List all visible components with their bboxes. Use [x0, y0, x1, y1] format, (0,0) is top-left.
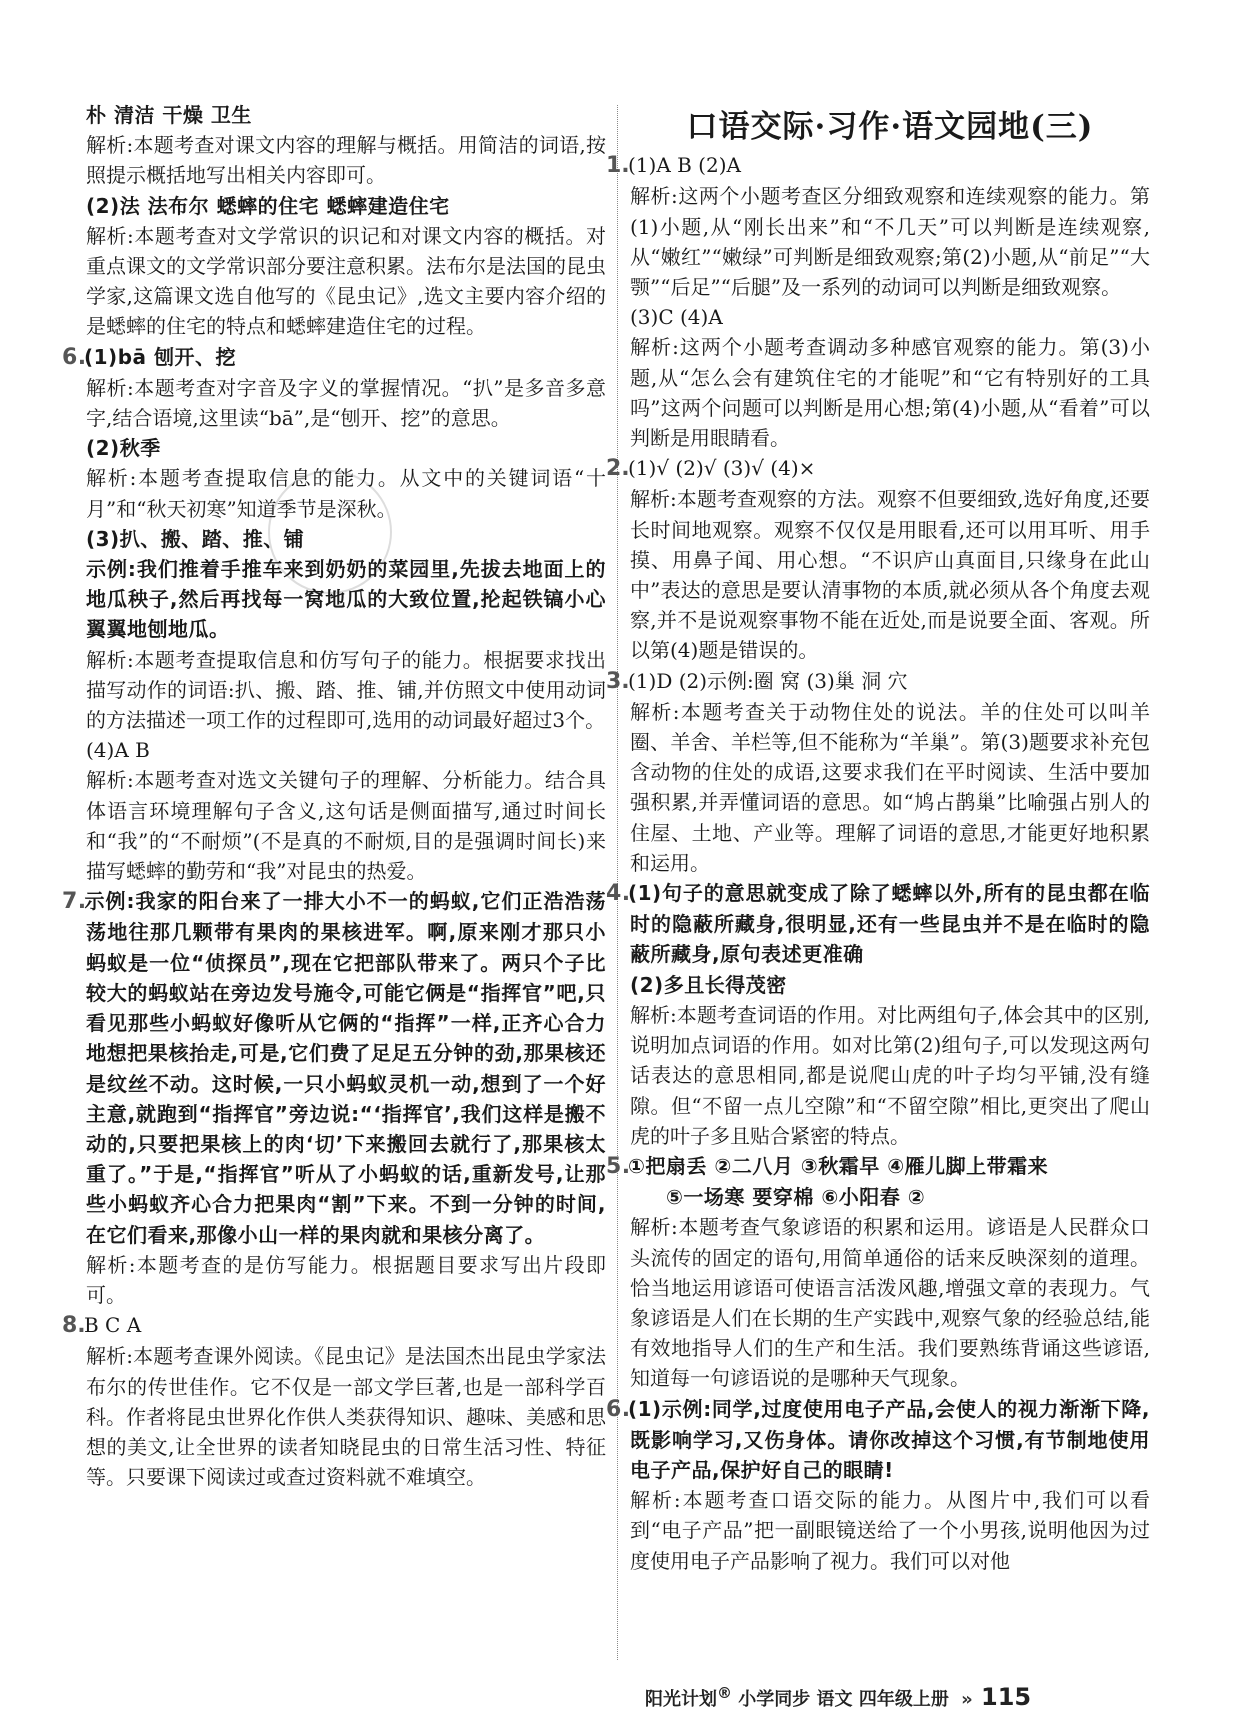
answer-line: (2)多且长得茂密	[630, 972, 787, 997]
answer-line: (1)A B (2)A	[628, 153, 741, 178]
series-info: 小学同步 语文 四年级上册	[738, 1689, 949, 1710]
question-number: 5.	[606, 1153, 631, 1179]
answer-line: ⑤一场寒 要穿棉 ⑥小阳春 ②	[666, 1185, 926, 1210]
analysis-text: 解析:本题考查对选文关键句子的理解、分析能力。结合具体语言环境理解句子含义,这句话是侧面描写,通过时间长和“我”的“不耐烦”(不是真的不耐烦,目的是强调时间长)来描写蟋蟀的勤劳和“我”对昆虫的热爱。	[86, 768, 606, 884]
analysis-text: 解析:本题考查观察的方法。观察不但要细致,选好角度,还要长时间地观察。观察不仅仅是用眼看,还可以用耳听、用手摸、用鼻子闻、用心想。“不识庐山真面目,只缘身在此山中”表达的意思是要认清事物的本质,就必须从各个角度去观察,并不是说观察事物不能在近处,而是说要全面、客观。所以第(4)题是错误的。	[630, 487, 1150, 663]
analysis-text: 解析:本题考查词语的作用。对比两组句子,体会其中的区别,说明加点词语的作用。如对比第(2)组句子,可以发现这两句话表达的意思相同,都是说爬山虎的叶子均匀平铺,没有缝隙。但“不留一点儿空隙”和“不留空隙”相比,更突出了爬山虎的叶子多且贴合紧密的特点。	[630, 1002, 1150, 1148]
question-number: 7.	[62, 889, 87, 915]
analysis-text: 解析:本题考查口语交际的能力。从图片中,我们可以看到“电子产品”把一副眼镜送给了一个小男孩,说明他因为过度使用电子产品影响了视力。我们可以对他	[630, 1488, 1150, 1573]
section-title: 口语交际·习作·语文园地(三)	[686, 109, 1094, 145]
registered-mark: ®	[717, 1684, 732, 1702]
analysis-text: 解析:本题考查关于动物住处的说法。羊的住处可以叫羊圈、羊舍、羊栏等,但不能称为“羊巢”。第(3)题要求补充包含动物的住处的成语,这要求我们在平时阅读、生活中要加强积累,并弄懂词语的意思。如“鸠占鹊巢”比喻强占别人的住屋、土地、产业等。理解了词语的意思,才能更好地积累和运用。	[630, 699, 1150, 875]
analysis-text: 解析:本题考查对文学常识的识记和对课文内容的概括。对重点课文的文学常识部分要注意积累。法布尔是法国的昆虫学家,这篇课文选自他写的《昆虫记》,选文主要内容介绍的是蟋蟀的住宅的特点和蟋蟀建造住宅的过程。	[86, 223, 606, 339]
answer-line: (2)秋季	[86, 436, 161, 461]
page-number: 115	[981, 1683, 1032, 1711]
analysis-text: 解析:本题考查的是仿写能力。根据题目要求写出片段即可。	[86, 1252, 606, 1307]
answer-line: (3)C (4)A	[630, 305, 723, 330]
analysis-text: 解析:本题考查对课文内容的理解与概括。用简洁的词语,按照提示概括地写出相关内容即可。	[86, 133, 606, 188]
question-number: 6.	[606, 1396, 631, 1422]
analysis-text: 解析:这两个小题考查区分细致观察和连续观察的能力。第(1)小题,从“刚长出来”和“不几天”可以判断是连续观察,从“嫩红”“嫩绿”可判断是细致观察;第(2)小题,从“前足”“大颚”“后足”“后腿”及一系列的动词可以判断是细致观察。	[630, 184, 1150, 300]
analysis-text: 解析:这两个小题考查调动多种感官观察的能力。第(3)小题,从“怎么会有建筑住宅的才能呢”和“它有特别好的工具吗”这两个问题可以判断是用心想;第(4)小题,从“看着”可以判断是用眼睛看。	[630, 335, 1150, 451]
page-footer	[645, 1683, 1165, 1711]
question-number: 2.	[606, 456, 630, 482]
example-text: 示例:我们推着手推车来到奶奶的菜园里,先拔去地面上的地瓜秧子,然后再找每一窝地瓜的大致位置,抡起铁镐小心翼翼地刨地瓜。	[86, 557, 606, 642]
answer-line: (2)法 法布尔 蟋蟀的住宅 蟋蟀建造住宅	[86, 193, 450, 218]
question-number: 4.	[606, 881, 631, 907]
brand-name: 阳光计划	[645, 1689, 717, 1710]
analysis-text: 解析:本题考查对字音及字义的掌握情况。“扒”是多音多意字,结合语境,这里读“bā”,是“刨开、挖”的意思。	[86, 375, 606, 431]
answer-line: B C A	[84, 1313, 142, 1338]
analysis-text: 解析:本题考查气象谚语的积累和运用。谚语是人民群众口头流传的固定的语句,用简单通俗的话来反映深刻的道理。恰当地运用谚语可使语言活泼风趣,增强文章的表现力。气象谚语是人们在长期的生产实践中,观察气象的经验总结,能有效地指导人们的生产和生活。我们要熟练背诵这些谚语,知道每一句谚语说的是哪种天气现象。	[630, 1215, 1150, 1391]
question-number: 8.	[62, 1313, 86, 1339]
analysis-text: 解析:本题考查提取信息和仿写句子的能力。根据要求找出描写动作的词语:扒、搬、踏、推、铺,并仿照文中使用动词的方法描述一项工作的过程即可,选用的动词最好超过3个。	[86, 647, 606, 733]
analysis-text: 解析:本题考查课外阅读。《昆虫记》是法国杰出昆虫学家法布尔的传世佳作。它不仅是一部文学巨著,也是一部科学百科。作者将昆虫世界化作供人类获得知识、趣味、美感和思想的美文,让全世界的读者知晓昆虫的日常生活习性、特征等。只要课下阅读过或查过资料就不难填空。	[86, 1344, 606, 1490]
question-number: 1.	[606, 153, 630, 179]
answer-line: (1)D (2)示例:圈 窝 (3)巢 洞 穴	[628, 668, 908, 693]
left-column	[62, 100, 606, 1492]
answer-line: (4)A B	[86, 738, 150, 763]
answer-line: 朴 清洁 干燥 卫生	[86, 103, 252, 127]
example-text: (1)示例:同学,过度使用电子产品,会使人的视力渐渐下降,既影响学习,又伤身体。请你改掉这个习惯,有节制地使用电子产品,保护好自己的眼睛!	[628, 1396, 1150, 1482]
right-column	[606, 109, 1150, 1576]
answer-line: (1)√ (2)√ (3)√ (4)×	[628, 456, 816, 481]
double-chevron-icon: »	[961, 1689, 969, 1710]
answer-line: ①把扇丢 ②二八月 ③秋霜早 ④雁儿脚上带霜来	[628, 1153, 1049, 1178]
question-number: 3.	[606, 668, 630, 694]
analysis-text: 解析:本题考查提取信息的能力。从文中的关键词语“十月”和“秋天初寒”知道季节是深秋。	[86, 466, 606, 521]
question-number: 6.	[62, 344, 87, 370]
answer-line: (1)bā 刨开、挖	[84, 344, 236, 369]
answer-line: (1)句子的意思就变成了除了蟋蟀以外,所有的昆虫都在临时的隐蔽所藏身,很明显,还有一些昆虫并不是在临时的隐蔽所藏身,原句表述更准确	[628, 881, 1150, 967]
example-text: 示例:我家的阳台来了一排大小不一的蚂蚁,它们正浩浩荡荡地往那几颗带有果肉的果核进军。啊,原来刚才那只小蚂蚁是一位“侦探员”,现在它把部队带来了。两只个子比较大的蚂蚁站在旁边发号施令,可能它俩是“指挥官”吧,只看见那些小蚂蚁好像听从它俩的“指挥”一样,正齐心合力地想把果核抬走,可是,它们费了足足五分钟的劲,那果核还是纹丝不动。这时候,一只小蚂蚁灵机一动,想到了一个好主意,就跑到“指挥官”旁边说:“‘指挥官’,我们这样是搬不动的,只要把果核上的肉‘切’下来搬回去就行了,那果核太重了。”于是,“指挥官”听从了小蚂蚁的话,重新发号,让那些小蚂蚁齐心合力把果肉“割”下来。不到一分钟的时间,在它们看来,那像小山一样的果肉就和果核分离了。	[84, 889, 606, 1247]
answer-line: (3)扒、搬、踏、推、铺	[86, 526, 305, 551]
